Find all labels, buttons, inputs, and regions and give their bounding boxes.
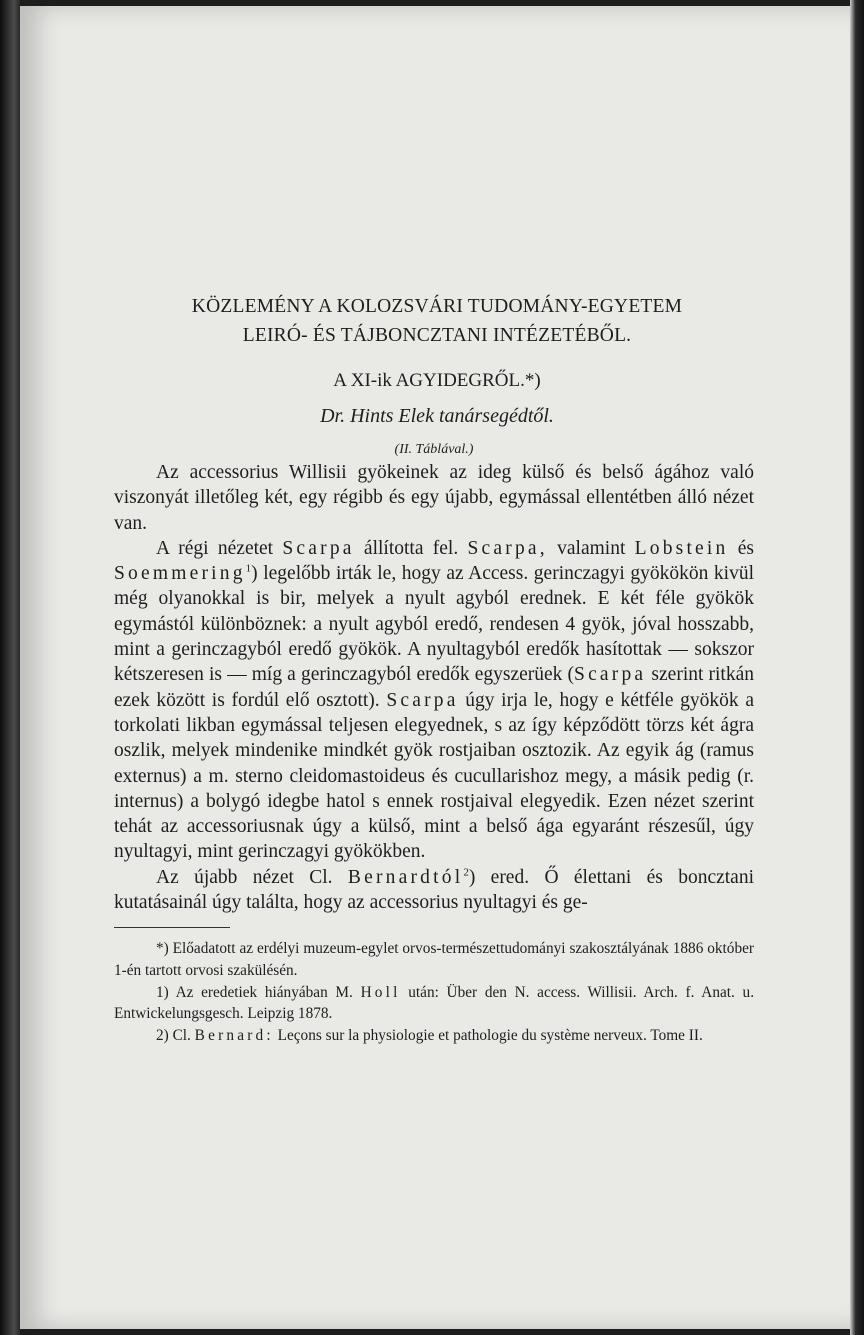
footnotes xyxy=(114,938,754,1046)
author-name-scarpa: Scarpa xyxy=(386,689,459,711)
author-name-holl: Holl xyxy=(360,983,401,1001)
institution-heading-line-2: LEIRÓ- ÉS TÁJBONCZTANI INTÉZETÉBŐL. xyxy=(242,325,632,346)
page-right-edge xyxy=(850,0,864,1335)
author-name-soemmering: Soemmering xyxy=(114,563,246,585)
footnote-1 xyxy=(114,982,754,1025)
author-name-bernard: Bernard: xyxy=(194,1026,274,1044)
article-body xyxy=(114,460,754,915)
article-title: A XI-ik AGYIDEGRŐL.*) xyxy=(333,370,541,391)
text-run: után: Über den N. access. Willisii. Arch. f. Anat. u. Entwickelungsgesch. Leipzig 1878. xyxy=(114,983,755,1023)
author-name-scarpa: Scarpa xyxy=(574,664,647,686)
footnote-2 xyxy=(114,1025,754,1047)
footnote-marker-1: 1 xyxy=(245,562,252,575)
paragraph-3 xyxy=(114,865,754,916)
text-run: 1) Az eredetiek hiányában M. xyxy=(156,983,353,1001)
paragraph-2 xyxy=(114,536,754,865)
text-run: ) ered. Ő élettani és boncztani kutatásainál úgy találta, hogy az accessorius nyultagyi és ge- xyxy=(114,866,755,914)
text-run: Leçons sur la physiologie et pathologie du système nerveux. Tome II. xyxy=(277,1026,703,1044)
text-run: és xyxy=(737,537,755,559)
institution-heading-line-1: KÖZLEMÉNY A KOLOZSVÁRI TUDOMÁNY-EGYETEM xyxy=(191,296,683,317)
text-run: szerint ritkán ezek között is fordúl elő osztott). xyxy=(114,664,755,711)
text-run: Az újabb nézet Cl. xyxy=(156,866,333,888)
article-author: Dr. Hints Elek tanársegédtől. xyxy=(320,405,554,427)
footnote-divider xyxy=(114,927,230,928)
footnote-star: *) Előadatott az erdélyi muzeum-egylet orvos-természettudományi szakosztályának 1886 október 1-én tartott orvosi szakülésén. xyxy=(114,940,754,979)
author-name-bernard: Bernardtól xyxy=(347,866,464,888)
text-run: 2) Cl. xyxy=(156,1026,191,1044)
author-name-scarpa: Scarpa xyxy=(282,537,355,559)
author-name-lobstein: Lobstein xyxy=(634,537,729,559)
text-run: A régi nézetet xyxy=(156,537,274,559)
author-name-scarpa: Scarpa, xyxy=(467,537,548,559)
page-text xyxy=(114,292,754,1046)
text-run: úgy irja le, hogy e kétféle gyökök a torkolati likban egymással teljesen elegyednek, s az így képződött törzs két ágra oszlik, melyek mindenike mindkét gyök rostjaiban osztozik. Az egyik ág (ramus externus) a m. sterno cleidomastoideus és cucullarishoz megy, a másik pedig (r. internus) a bolygó idegbe hatol s ennek rostjaival elegyedik. Ezen nézet szerint tehát az accessoriusnak úgy a külső, mint a belső ága egyaránt részesűl, úgy nyultagyi, mint gerinczagyi gyökökben. xyxy=(114,689,754,863)
text-run: valamint xyxy=(557,537,626,559)
text-run: ) legelőbb irták le, hogy az Access. gerinczagyi gyökökön kivül még olyanokkal is bir, melyek a nyult agyból erednek. E két féle gyökök egymástól különböznek: a nyult agyból eredő, rendesen 4 gyök, jóval hosszabb, mint a gerinczagyból eredő gyökök. A nyultagyból eredők hasítottak — sokszor kétszeresen is — míg a gerinczagyból eredők egyszerüek ( xyxy=(114,563,754,686)
text-run: állította fel. xyxy=(363,537,459,559)
footnote-marker-2: 2 xyxy=(463,866,469,879)
plate-reference: (II. Táblával.) xyxy=(394,442,474,457)
paragraph-1: Az accessorius Willisii gyökeinek az ideg külső és belső ágához való viszonyát illetőleg két, egy régibb és egy újabb, egymással ellentétben álló nézet van. xyxy=(114,462,754,534)
page-left-edge xyxy=(0,0,20,1335)
book-page xyxy=(20,6,852,1329)
